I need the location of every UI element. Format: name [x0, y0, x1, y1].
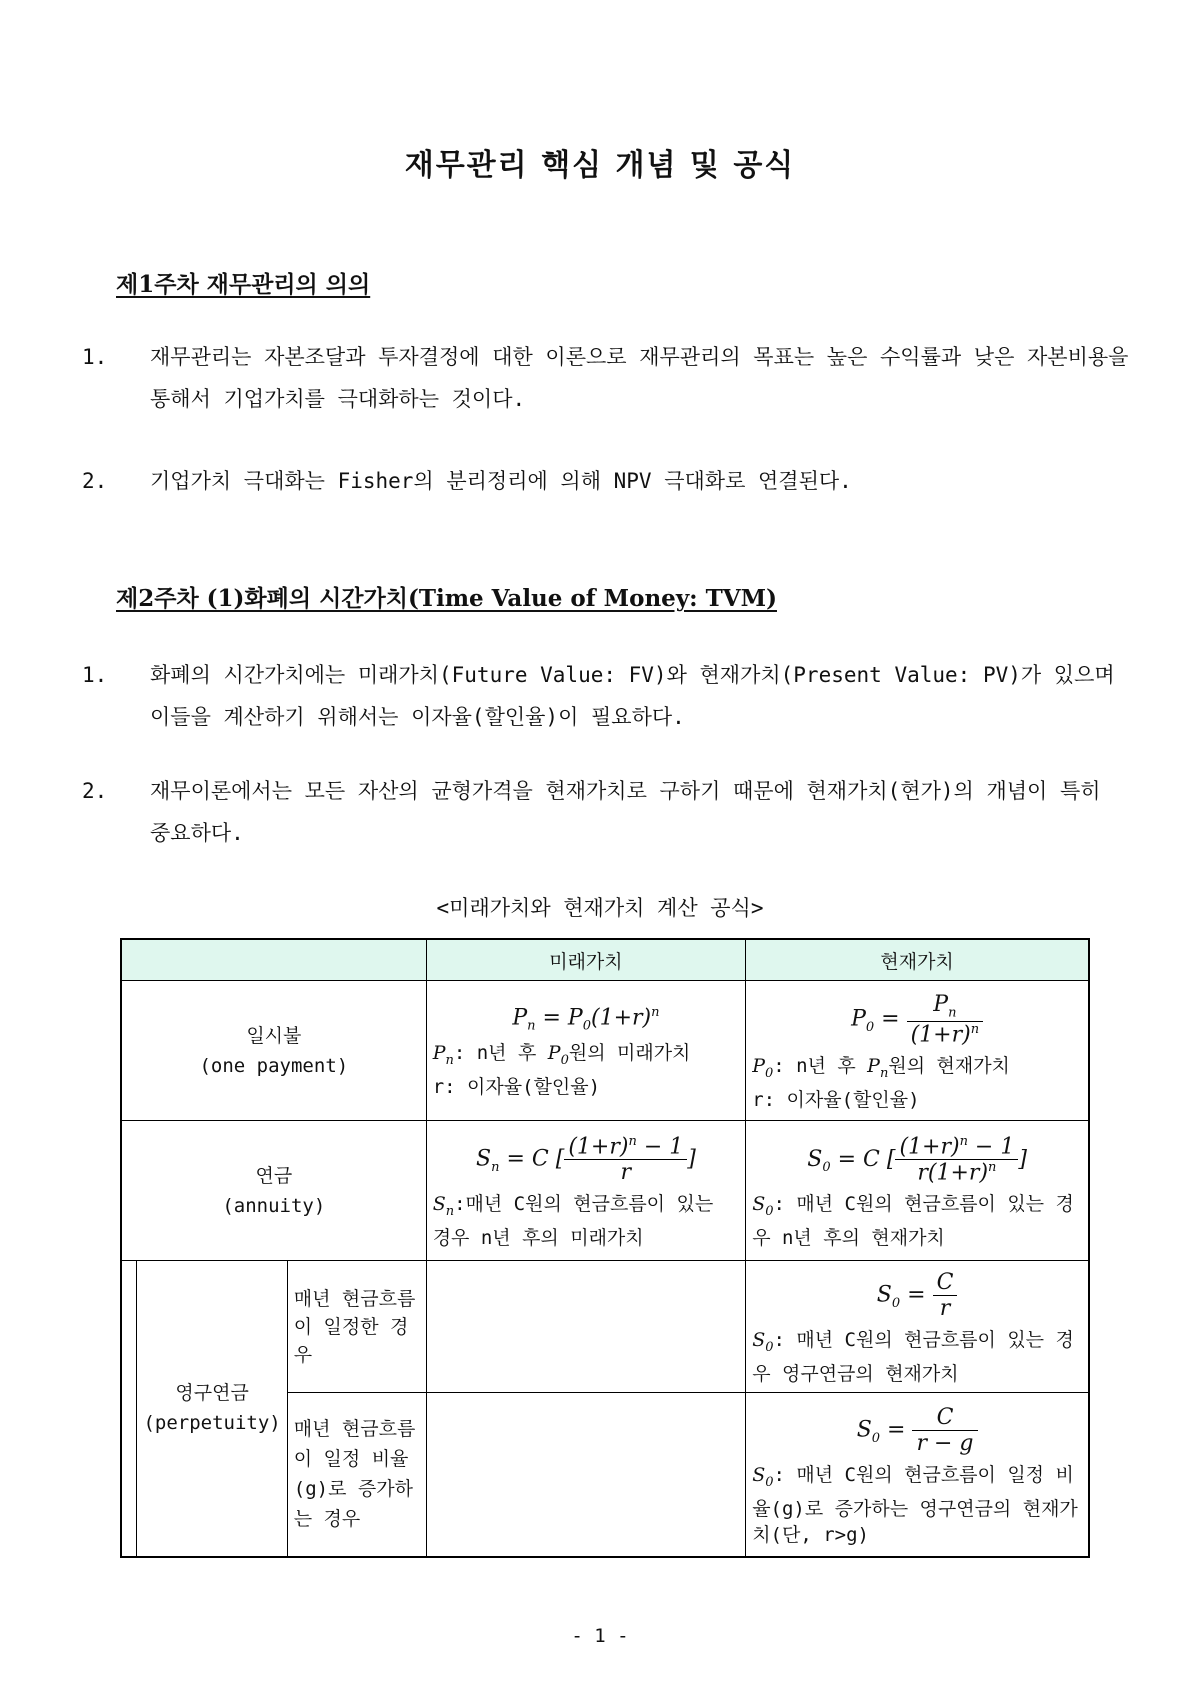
- perpetuity-constant-fv-cell: [426, 1261, 746, 1393]
- section1-item-1: [82, 336, 1130, 420]
- item-number: 1.: [82, 663, 108, 687]
- section2-heading: 제2주차 (1)화폐의 시간가치(Time Value of Money: TVM): [116, 585, 777, 612]
- lump-sum-fv-desc: $P_n$: n년 후 $P_0$원의 미래가치 r: 이자율(할인율): [432, 1041, 691, 1098]
- perpetuity-constant-pv-formula: $S_0$ = $\frac{C}{r}$: [752, 1270, 1082, 1321]
- lump-sum-fv-formula: $P_n = P_0(1+r)^n$: [512, 1005, 660, 1034]
- item-number: 1.: [82, 345, 108, 369]
- annuity-fv-formula: $S_n = C$ [ $\frac{(1+r)^n - 1}{r}$ ]: [476, 1133, 696, 1186]
- item-text: 화폐의 시간가치에는 미래가치(Future Value: FV)와 현재가치(Present Value: PV)가 있으며 이들을 계산하기 위해서는 이자율(할인율)이 필요하다.: [150, 663, 1115, 729]
- perpetuity-label-cell: [137, 1261, 287, 1557]
- section1-heading: 제1주차 재무관리의 의의: [116, 271, 371, 298]
- formula-table: [120, 938, 1090, 1558]
- item-text: 재무관리는 자본조달과 투자결정에 대한 이론으로 재무관리의 목표는 높은 수익률과 낮은 자본비용을 통해서 기업가치를 극대화하는 것이다.: [150, 345, 1129, 411]
- lump-sum-pv-cell: [746, 981, 1089, 1121]
- perpetuity-growth-pv-desc: $S_0$: 매년 C원의 현금흐름이 일정 비율(g)로 증가하는 영구연금의 현재가치(단, r>g): [752, 1463, 1078, 1546]
- perpetuity-constant-label: 매년 현금흐름이 일정한 경우: [287, 1261, 426, 1393]
- annuity-pv-desc: $S_0$: 매년 C원의 현금흐름이 있는 경우 n년 후의 현재가치: [752, 1193, 1074, 1250]
- section1-item-2: [82, 460, 1130, 502]
- lump-sum-label: 일시불: [246, 1024, 302, 1047]
- item-number: 2.: [82, 779, 108, 803]
- table-header-row: [121, 939, 1089, 981]
- perpetuity-growth-fv-cell: [426, 1393, 746, 1557]
- page-title: 재무관리 핵심 개념 및 공식: [404, 148, 796, 183]
- perpetuity-growth-label: 매년 현금흐름이 일정 비율(g)로 증가하는 경우: [287, 1393, 426, 1557]
- item-text: 재무이론에서는 모든 자산의 균형가격을 현재가치로 구하기 때문에 현재가치(현가)의 개념이 특히 중요하다.: [150, 779, 1101, 845]
- table-row-annuity: [121, 1121, 1089, 1261]
- perpetuity-constant-pv-desc: $S_0$: 매년 C원의 현금흐름이 있는 경우 영구연금의 현재가치: [752, 1329, 1074, 1385]
- lump-sum-fv-cell: [426, 981, 746, 1121]
- lump-sum-pv-formula: $P_0$ = $\frac{P_n}{(1+r)^n}$: [752, 992, 1082, 1047]
- header-empty-cell: [121, 939, 426, 981]
- section2-item-2: [82, 770, 1130, 854]
- perpetuity-label: 영구연금: [175, 1382, 249, 1405]
- perpetuity-label-en: (perpetuity): [143, 1412, 281, 1435]
- lump-sum-label-cell: [121, 981, 426, 1121]
- annuity-fv-cell: [426, 1121, 746, 1261]
- lump-sum-label-en: (one payment): [199, 1054, 349, 1077]
- annuity-label: 연금: [255, 1164, 293, 1187]
- perpetuity-spacer-cell: [121, 1261, 137, 1557]
- perpetuity-growth-pv-formula: $S_0$ = $\frac{C}{r - g}$: [752, 1405, 1082, 1456]
- perpetuity-growth-pv-cell: [746, 1393, 1089, 1557]
- perpetuity-constant-pv-cell: [746, 1261, 1089, 1393]
- table-row-lump-sum: [121, 981, 1089, 1121]
- lump-sum-pv-desc: $P_0$: n년 후 $P_n$원의 현재가치 r: 이자율(할인율): [752, 1054, 1010, 1111]
- header-present-value: 현재가치: [746, 939, 1089, 981]
- table-row-perpetuity-constant: [121, 1261, 1089, 1393]
- annuity-pv-formula: $S_0 = C$ [ $\frac{(1+r)^n - 1}{r(1+r)^n}$ ]: [807, 1133, 1027, 1186]
- annuity-label-en: (annuity): [222, 1194, 326, 1217]
- annuity-pv-cell: [746, 1121, 1089, 1261]
- section2-item-1: [82, 654, 1130, 738]
- annuity-label-cell: [121, 1121, 426, 1261]
- page-number: - 1 -: [571, 1625, 629, 1647]
- item-text: 기업가치 극대화는 Fisher의 분리정리에 의해 NPV 극대화로 연결된다.: [150, 469, 852, 493]
- item-number: 2.: [82, 469, 108, 493]
- header-future-value: 미래가치: [426, 939, 746, 981]
- annuity-fv-desc: $S_n$:매년 C원의 현금흐름이 있는 경우 n년 후의 미래가치: [432, 1193, 714, 1250]
- table-caption: <미래가치와 현재가치 계산 공식>: [436, 896, 764, 920]
